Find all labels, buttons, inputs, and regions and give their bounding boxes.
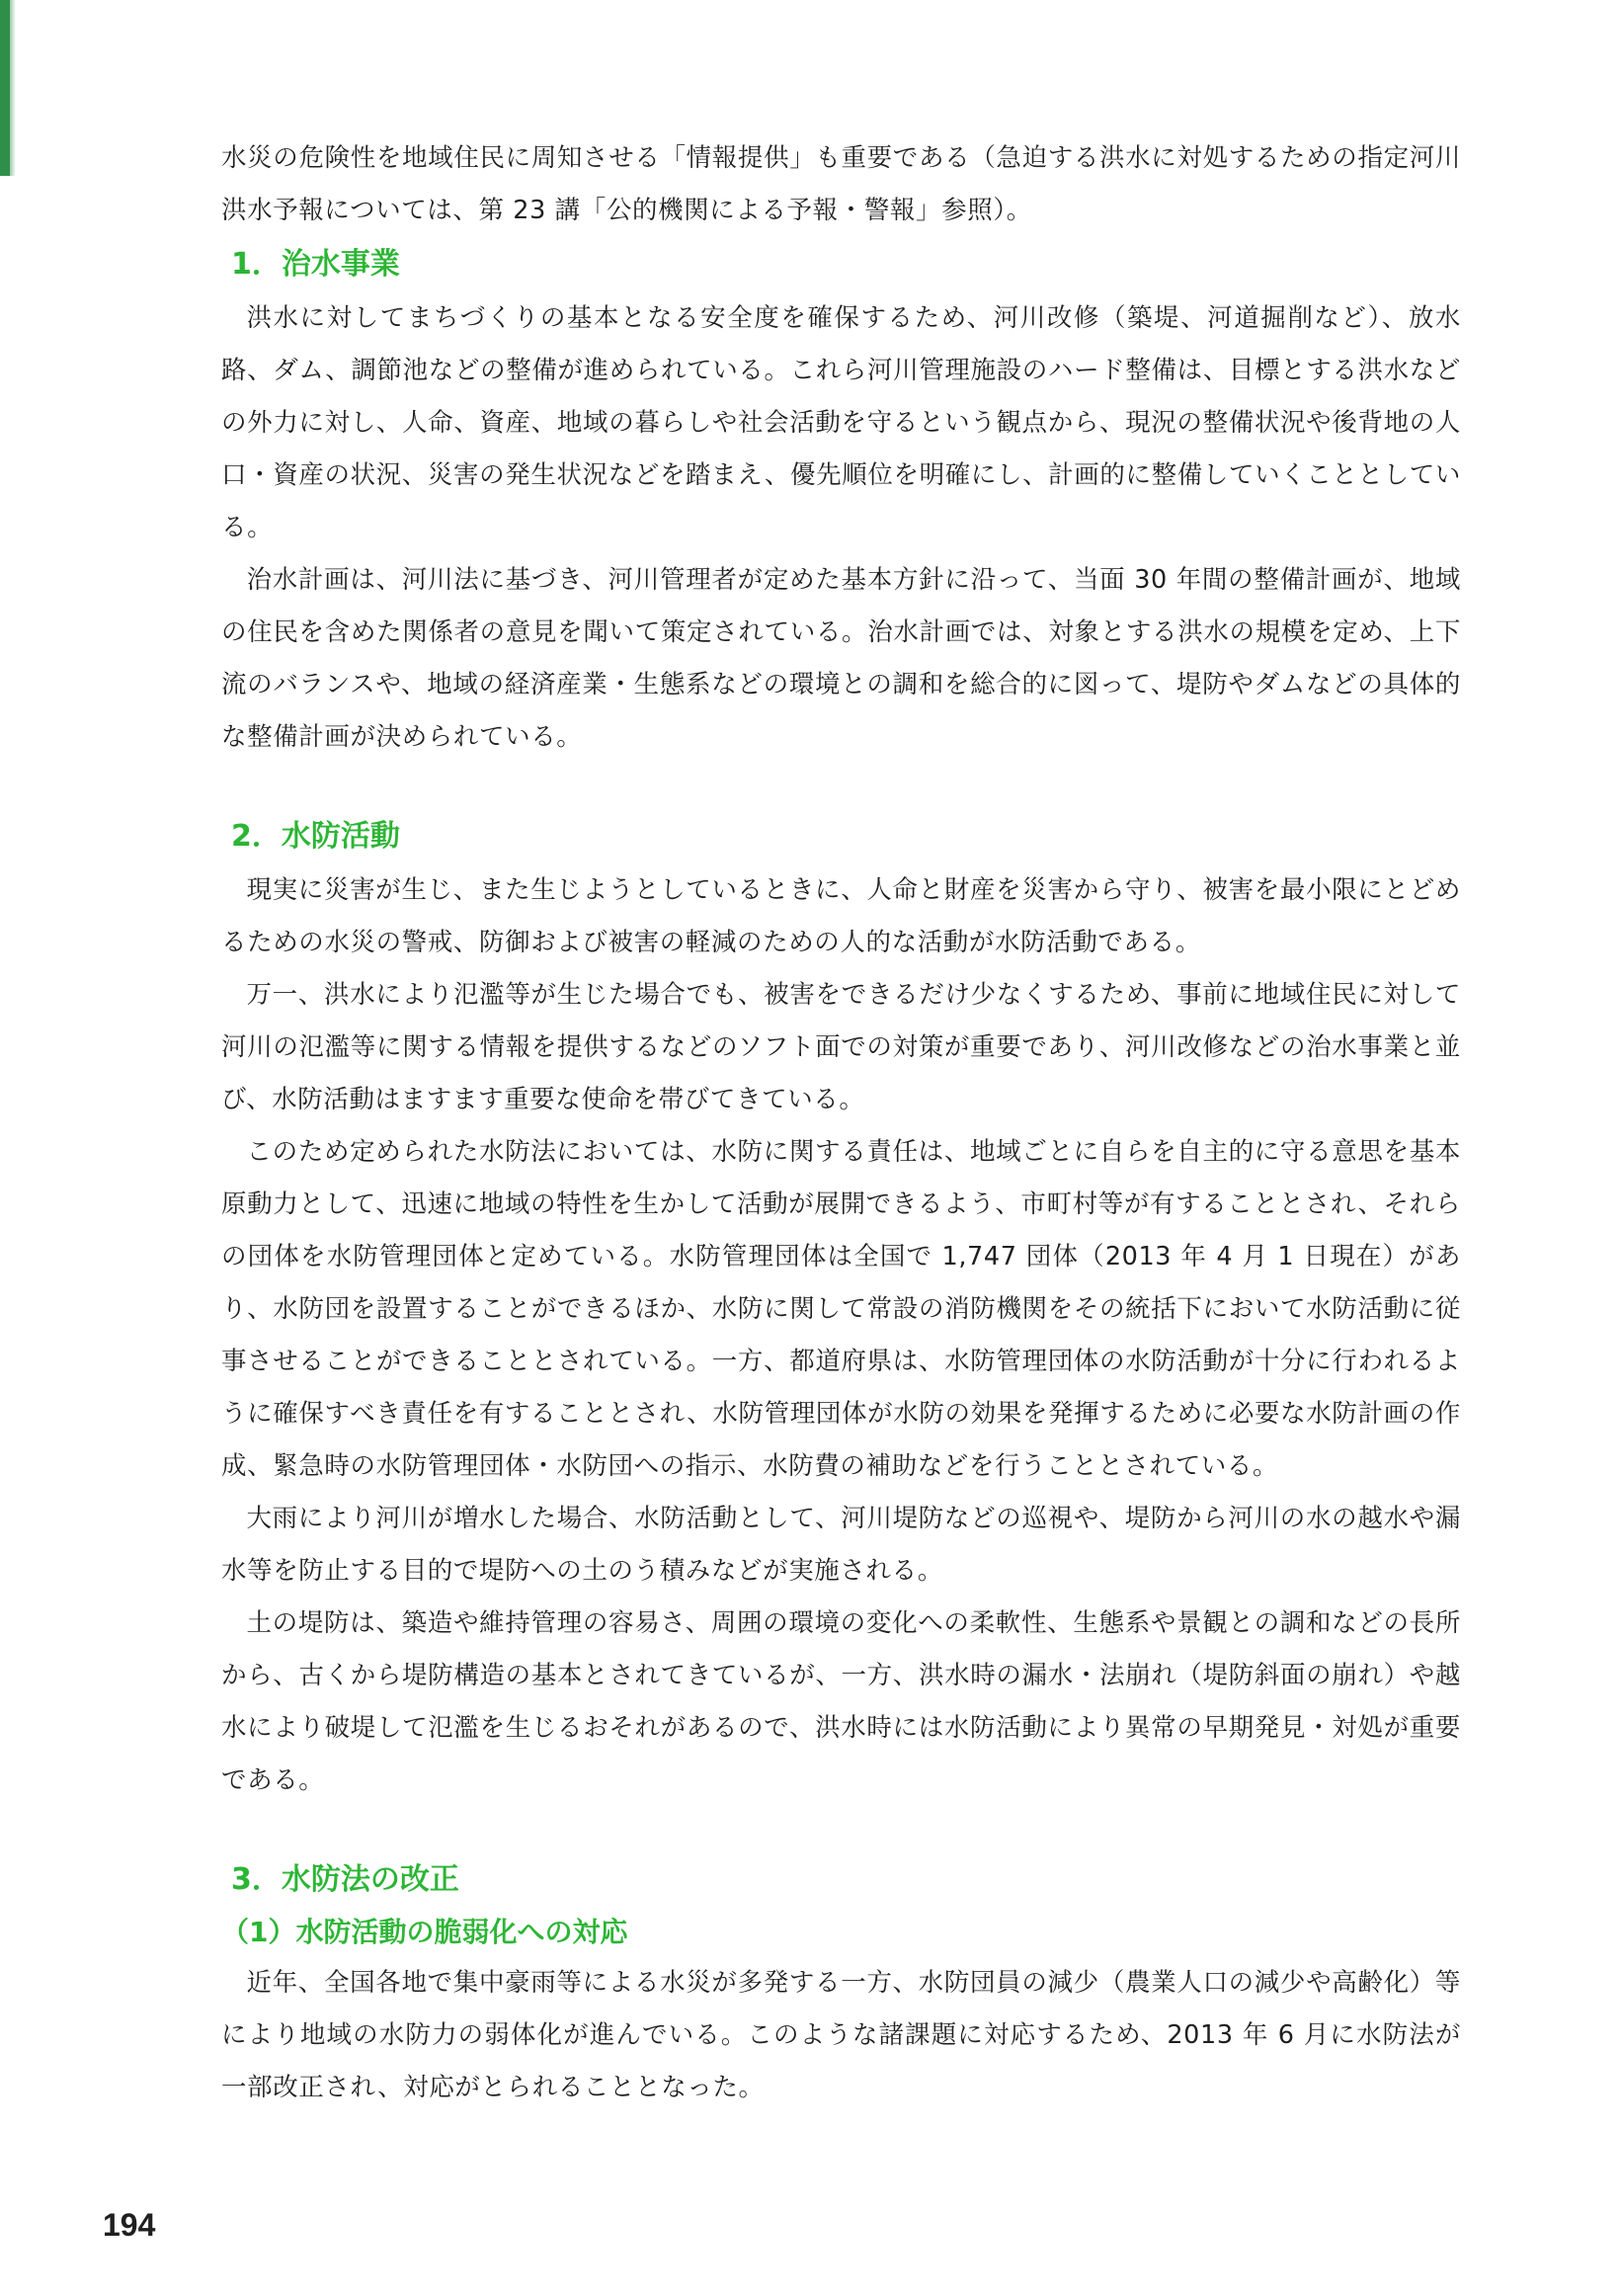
section-2-heading: 2．水防活動 [231, 819, 400, 854]
section-1-paragraph-1: 洪水に対してまちづくりの基本となる安全度を確保するため、河川改修（築堤、河道掘削など）、放水路、ダム、調節池などの整備が進められている。これら河川管理施設のハード整備は、目標とする洪水などの外力に対し、人命、資産、地域の暮らしや社会活動を守るという観点から、現況の整備状況や後背地の人口・資産の状況、災害の発生状況などを踏まえ、優先順位を明確にし、計画的に整備していくこととしている。 [221, 303, 1461, 542]
continuation-paragraph: 水災の危険性を地域住民に周知させる「情報提供」も重要である（急迫する洪水に対処するための指定河川洪水予報については、第 23 講「公的機関による予報・警報」参照）。 [221, 143, 1461, 225]
page-edge-tab [0, 0, 10, 176]
section-2-paragraph-1: 現実に災害が生じ、また生じようとしているときに、人命と財産を災害から守り、被害を最小限にとどめるための水災の警戒、防御および被害の軽減のための人的な活動が水防活動である。 [221, 875, 1461, 957]
page-body [221, 132, 1461, 2114]
section-3-subheading: （1）水防活動の脆弱化への対応 [221, 1916, 628, 1948]
section-gap [221, 1807, 1461, 1852]
section-gap [221, 764, 1461, 809]
section-2-paragraph-3: このため定められた水防法においては、水防に関する責任は、地域ごとに自らを自主的に守る意思を基本原動力として、迅速に地域の特性を生かして活動が展開できるよう、市町村等が有することとされ、それらの団体を水防管理団体と定めている。水防管理団体は全国で 1,747 団体（2013 年 4 月 1 日現在）があり、水防団を設置することができるほか、水防に関して常設の消防機関をその統括下において水防活動に従事させることができることとされている。一方、都道府県は、水防管理団体の水防活動が十分に行われるように確保すべき責任を有することとされ、水防管理団体が水防の効果を発揮するために必要な水防計画の作成、緊急時の水防管理団体・水防団への指示、水防費の補助などを行うこととされている。 [221, 1137, 1461, 1481]
section-2-paragraph-2: 万一、洪水により氾濫等が生じた場合でも、被害をできるだけ少なくするため、事前に地域住民に対して河川の氾濫等に関する情報を提供するなどのソフト面での対策が重要であり、河川改修などの治水事業と並び、水防活動はますます重要な使命を帯びてきている。 [221, 980, 1461, 1114]
section-1-heading: 1．治水事業 [231, 247, 400, 282]
page-number: 194 [103, 2207, 156, 2243]
section-3-paragraph-1: 近年、全国各地で集中豪雨等による水災が多発する一方、水防団員の減少（農業人口の減少や高齢化）等により地域の水防力の弱体化が進んでいる。このような諸課題に対応するため、2013 年 6 月に水防法が一部改正され、対応がとられることとなった。 [221, 1968, 1461, 2102]
section-1-paragraph-2: 治水計画は、河川法に基づき、河川管理者が定めた基本方針に沿って、当面 30 年間の整備計画が、地域の住民を含めた関係者の意見を聞いて策定されている。治水計画では、対象とする洪水の規模を定め、上下流のバランスや、地域の経済産業・生態系などの環境との調和を総合的に図って、堤防やダムなどの具体的な整備計画が決められている。 [221, 565, 1461, 752]
section-3-heading: 3．水防法の改正 [231, 1862, 459, 1897]
section-2-paragraph-5: 土の堤防は、築造や維持管理の容易さ、周囲の環境の変化への柔軟性、生態系や景観との調和などの長所から、古くから堤防構造の基本とされてきているが、一方、洪水時の漏水・法崩れ（堤防斜面の崩れ）や越水により破堤して氾濫を生じるおそれがあるので、洪水時には水防活動により異常の早期発見・対処が重要である。 [221, 1608, 1461, 1795]
page-edge-shadow [10, 0, 16, 176]
section-2-paragraph-4: 大雨により河川が増水した場合、水防活動として、河川堤防などの巡視や、堤防から河川の水の越水や漏水等を防止する目的で堤防への土のう積みなどが実施される。 [221, 1504, 1461, 1586]
